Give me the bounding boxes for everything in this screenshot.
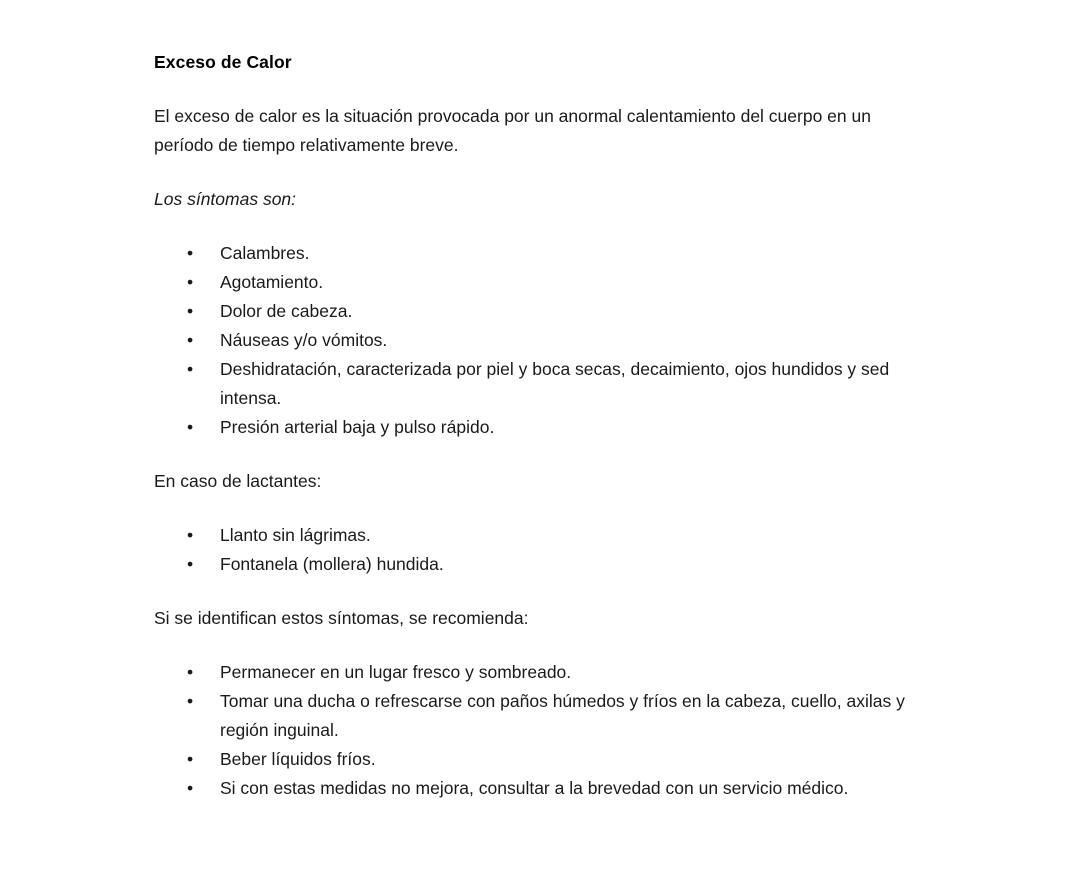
list-item	[154, 687, 914, 745]
list-item	[154, 268, 914, 297]
bullet-icon: •	[187, 554, 194, 574]
list-item-label: Deshidratación, caracterizada por piel y boca secas, decaimiento, ojos hundidos y sed intensa.	[220, 359, 890, 408]
bullet-icon: •	[187, 272, 194, 292]
infants-lead-in: En caso de lactantes:	[154, 471, 322, 491]
list-item-label: Llanto sin lágrimas.	[220, 525, 371, 545]
list-item	[154, 745, 914, 774]
list-item-label: Agotamiento.	[220, 272, 324, 292]
bullet-icon: •	[187, 243, 194, 263]
list-item	[154, 326, 914, 355]
bullet-icon: •	[187, 417, 194, 437]
list-item	[154, 413, 914, 442]
list-item	[154, 550, 914, 579]
bullet-icon: •	[187, 691, 194, 711]
list-item-label: Tomar una ducha o refrescarse con paños húmedos y fríos en la cabeza, cuello, axilas y región inguinal.	[220, 691, 905, 740]
bullet-icon: •	[187, 778, 194, 798]
bullet-icon: •	[187, 301, 194, 321]
bullet-icon: •	[187, 662, 194, 682]
bullet-icon: •	[187, 749, 194, 769]
intro-paragraph: El exceso de calor es la situación provocada por un anormal calentamiento del cuerpo en un período de tiempo relativamente breve.	[154, 106, 871, 155]
list-item	[154, 297, 914, 326]
page-title: Exceso de Calor	[154, 52, 292, 72]
list-item-label: Si con estas medidas no mejora, consultar a la brevedad con un servicio médico.	[220, 778, 849, 798]
recommendations-list	[154, 658, 914, 803]
recommendations-lead-in: Si se identifican estos síntomas, se recomienda:	[154, 608, 529, 628]
list-item-label: Permanecer en un lugar fresco y sombreado.	[220, 662, 572, 682]
list-item-label: Presión arterial baja y pulso rápido.	[220, 417, 495, 437]
list-item	[154, 774, 914, 803]
list-item	[154, 658, 914, 687]
symptoms-lead-in: Los síntomas son:	[154, 189, 297, 209]
list-item	[154, 521, 914, 550]
list-item-label: Náuseas y/o vómitos.	[220, 330, 388, 350]
bullet-icon: •	[187, 330, 194, 350]
infants-symptoms-list	[154, 521, 914, 579]
list-item-label: Dolor de cabeza.	[220, 301, 353, 321]
list-item-label: Beber líquidos fríos.	[220, 749, 376, 769]
symptoms-list	[154, 239, 914, 442]
list-item	[154, 355, 914, 413]
bullet-icon: •	[187, 525, 194, 545]
bullet-icon: •	[187, 359, 194, 379]
list-item	[154, 239, 914, 268]
list-item-label: Fontanela (mollera) hundida.	[220, 554, 444, 574]
list-item-label: Calambres.	[220, 243, 310, 263]
